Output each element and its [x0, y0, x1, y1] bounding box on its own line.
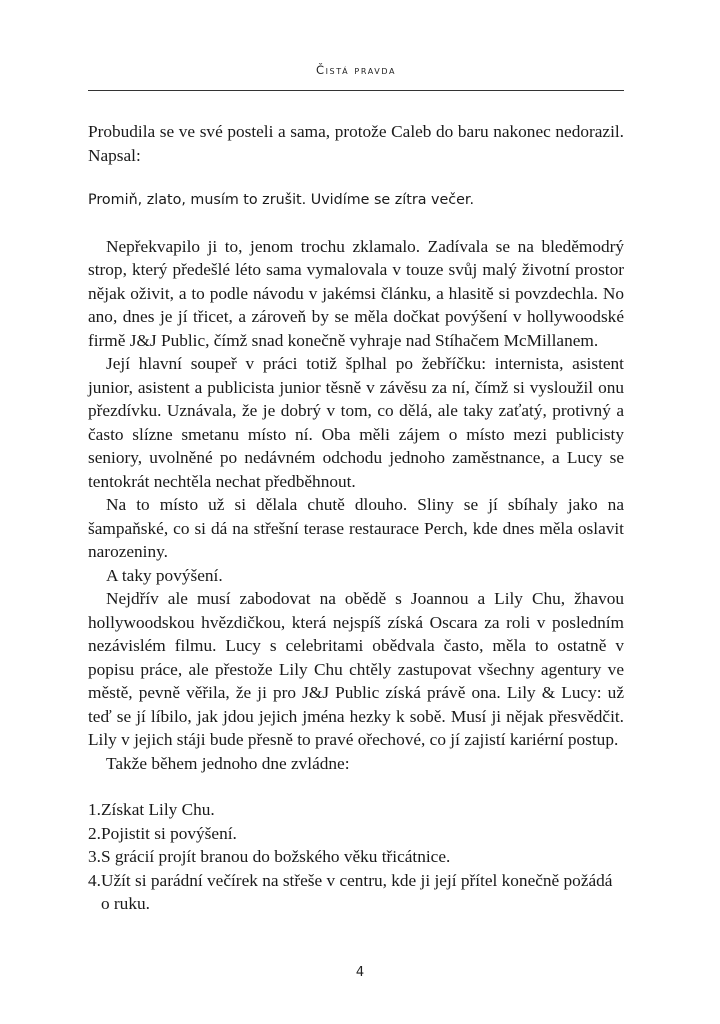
list-text: Užít si parádní večírek na střeše v centru, kde ji její přítel konečně požádá o ruku. [100, 870, 613, 913]
list-number: 2. [88, 823, 101, 843]
running-head [88, 63, 624, 77]
list-number: 1. [88, 800, 101, 819]
list-item [88, 822, 624, 846]
paragraph-5: A taky povýšení. [106, 565, 223, 585]
running-title: Čistá pravda [315, 63, 397, 77]
paragraph-1: Probudila se ve své posteli a sama, protože Caleb do baru nakonec nedorazil. Napsal: [88, 122, 624, 165]
page-number: 4 [355, 965, 365, 980]
paragraph-3: Její hlavní soupeř v práci totiž šplhal po žebříčku: internista, asistent junior, asistent a publicista junior těsně v závěsu za ní, čímž si vysloužil onu přezdívku. Uznávala, že je dobrý v tom, co dělá, ale taky zaťatý, protivný a často slízne smetanu místo ní. Oba měli zájem o místo mezi publicisty seniory, uvolněné po nedávném odchodu jednoho zaměstnance, a Lucy se tentokrát nechtěla nechat předběhnout. [88, 354, 624, 491]
header-rule [88, 90, 624, 91]
text-message: Promiň, zlato, musím to zrušit. Uvidíme se zítra večer. [88, 192, 475, 208]
list-number: 3. [88, 847, 101, 866]
paragraph-6: Nejdřív ale musí zabodovat na obědě s Joannou a Lily Chu, žhavou hollywoodskou hvězdičkou, která nejspíš získá Oscara za roli v posledním nezávislém filmu. Lucy s celebritami obědvala často, měla to ostatně v popisu práce, ale přestože Lily Chu chtěly zastupovat všechny agentury ve městě, pevně věřila, že ji pro J&J Public získá právě ona. Lily & Lucy: už teď se jí líbilo, jak jdou jejich jména hezky k sobě. Musí ji nějak přesvědčit. Lily v jejich stáji bude přesně to pravé ořechové, co jí zajistí kariérní postup. [88, 589, 624, 749]
list-text: S grácií projít branou do božského věku třicátnice. [100, 847, 451, 866]
list-text: Pojistit si povýšení. [100, 823, 237, 843]
todo-list [88, 798, 624, 916]
list-item [88, 798, 624, 822]
page-body [88, 120, 624, 916]
list-number: 4. [88, 870, 101, 890]
list-item [88, 869, 624, 916]
list-text: Získat Lily Chu. [100, 800, 215, 819]
paragraph-4: Na to místo už si dělala chutě dlouho. Sliny se jí sbíhaly jako na šampaňské, co si dá na střešní terase restaurace Perch, kde dnes měla oslavit narozeniny. [88, 495, 624, 561]
paragraph-7: Takže během jednoho dne zvládne: [106, 753, 350, 773]
paragraph-2: Nepřekvapilo ji to, jenom trochu zklamalo. Zadívala se na bleděmodrý strop, který předešlé léto sama vymalovala v touze svůj malý životní prostor nějak oživit, a to podle návodu v jakémsi článku, a hlasitě si povzdechla. No ano, dnes je jí třicet, a zároveň by se měla dočkat povýšení v hollywoodské firmě J&J Public, čímž snad konečně vyhraje nad Stíhačem McMillanem. [88, 236, 624, 350]
list-item [88, 845, 624, 869]
